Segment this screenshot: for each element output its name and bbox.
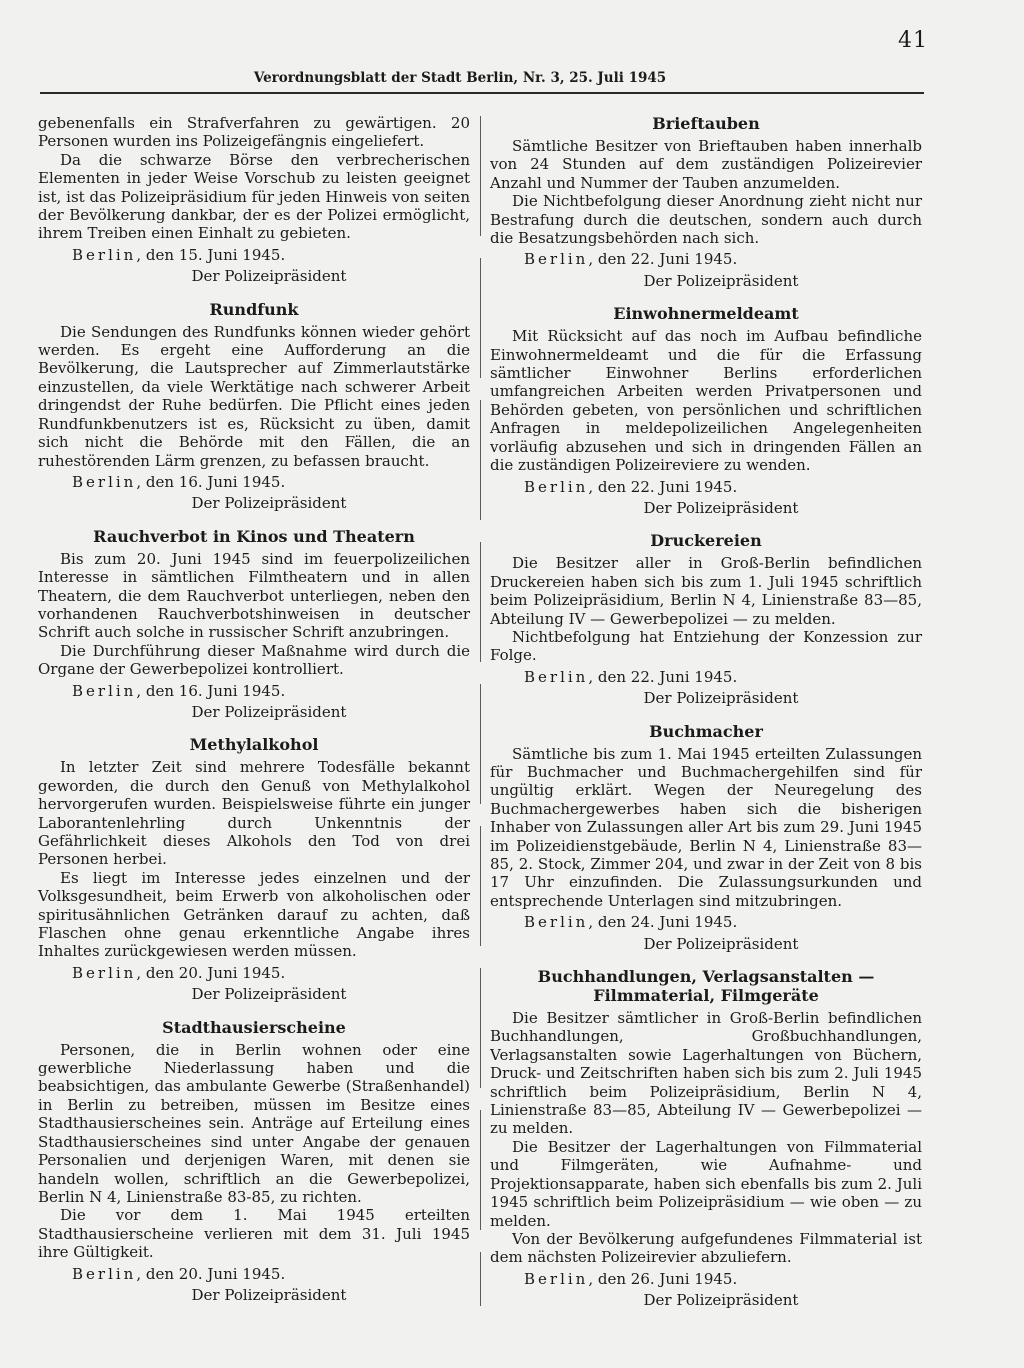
notice-section — [490, 304, 922, 517]
paragraph: Die Besitzer aller in Groß-Berlin befindlichen Druckereien haben sich bis zum 1. Juli 1945 schriftlich beim Polizeipräsidium, Berlin N 4, Linienstraße 83—85, Abteilung IV — Gewerbepolizei — zu melden. — [490, 554, 922, 628]
date-rest: , den 24. Juni 1945. — [588, 913, 738, 932]
notice-section — [38, 1018, 470, 1305]
date-line — [490, 478, 922, 496]
section-heading: Brieftauben — [652, 114, 760, 133]
section-heading: Buchmacher — [649, 721, 763, 741]
section-heading: Druckereien — [650, 531, 762, 551]
paragraph: Die Nichtbefolgung dieser Anordnung zieht nicht nur Bestrafung durch die deutschen, sondern auch durch die Besatzungsbehörden nach sich. — [490, 192, 922, 248]
date-rest: , den 16. Juni 1945. — [136, 472, 286, 491]
paragraph: In letzter Zeit sind mehrere Todesfälle bekannt geworden, die durch den Genuß von Methylalkohol hervorgerufen wurden. Beispielsweise führte ein junger Laborantenlehrling durch Unkenntnis der Gefährlichkeit dieses Alkohols den Tod von drei Personen herbei. — [38, 758, 470, 869]
left-sections — [38, 300, 470, 1305]
date-place: Berlin — [72, 472, 137, 491]
notice-section — [490, 967, 922, 1310]
section-heading: Einwohnermeldeamt — [613, 304, 799, 324]
paragraph: Die Besitzer sämtlicher in Groß-Berlin befindlichen Buchhandlungen, Großbuchhandlungen, Verlagsanstalten sowie Lagerhaltungen von Büchern, Druck- und Zeitschriften haben sich bis zum 2. Juli 1945 schriftlich beim Polizeipräsidium, Berlin N 4, Linienstraße 83—85, Abteilung IV — Gewerbepolizei — zu melden. — [490, 1009, 922, 1138]
paragraph: Sämtliche bis zum 1. Mai 1945 erteilten Zulassungen für Buchmacher und Buchmachergehilfen sind für ungültig erklärt. Wegen der Neuregelung des Buchmachergewerbes haben sich die bisherigen Inhaber von Zulassungen aller Art bis zum 29. Juni 1945 im Polizeidienstgebäude, Berlin N 4, Linienstraße 83—85, 2. Stock, Zimmer 204, und zwar in der Zeit von 8 bis 17 Uhr einzufinden. Die Zulassungsurkunden und entsprechende Unterlagen sind mitzubringen. — [490, 744, 922, 910]
date-line — [490, 668, 922, 686]
signature: Der Polizeipräsident — [643, 934, 799, 953]
date-line — [38, 473, 470, 491]
date-line — [490, 1270, 922, 1288]
page-number: 41 — [898, 28, 928, 53]
signature: Der Polizeipräsident — [643, 271, 799, 290]
section-heading: Rauchverbot in Kinos und Theatern — [93, 526, 415, 546]
section-heading: Methylalkohol — [189, 735, 319, 755]
section-heading: Rundfunk — [209, 299, 299, 319]
date-place: Berlin — [524, 477, 589, 496]
signature: Der Polizeipräsident — [643, 1291, 799, 1310]
continuation-block — [38, 114, 470, 286]
header-rule — [40, 92, 924, 94]
paragraph: Von der Bevölkerung aufgefundenes Filmmaterial ist dem nächsten Polizeirevier abzuliefern. — [490, 1229, 922, 1267]
paragraph: gebenenfalls ein Strafverfahren zu gewärtigen. 20 Personen wurden ins Polizeigefängnis eingeliefert. — [38, 114, 470, 151]
date-rest: , den 15. Juni 1945. — [136, 245, 286, 264]
paragraph: Die Durchführung dieser Maßnahme wird durch die Organe der Gewerbepolizei kontrolliert. — [38, 641, 470, 679]
date-rest: , den 22. Juni 1945. — [588, 250, 738, 269]
paragraph: Sämtliche Besitzer von Brieftauben haben innerhalb von 24 Stunden auf dem zuständigen Polizeirevier Anzahl und Nummer der Tauben anzumelden. — [490, 137, 922, 192]
right-sections — [490, 114, 922, 1310]
notice-section — [490, 722, 922, 953]
date-line — [490, 250, 922, 268]
paragraph: Es liegt im Interesse jedes einzelnen und der Volksgesundheit, beim Erwerb von alkoholischen oder spiritusähnlichen Getränken darauf zu achten, daß Flaschen ohne genau erkenntliche Angabe ihres Inhaltes zurückgewiesen werden müssen. — [38, 868, 470, 961]
paragraph: Personen, die in Berlin wohnen oder eine gewerbliche Niederlassung haben und die beabsichtigen, das ambulante Gewerbe (Straßenhandel) in Berlin zu betreiben, müssen im Besitze eines Stadthausierscheines sein. Anträge auf Erteilung eines Stadthausierscheines sind unter Angabe der genauen Personalien und derjenigen Waren, mit denen sie handeln wollen, schriftlich an die Gewerbepolizei, Berlin N 4, Linienstraße 83-85, zu richten. — [38, 1040, 470, 1206]
date-rest: , den 22. Juni 1945. — [588, 667, 738, 686]
date-place: Berlin — [524, 250, 589, 269]
date-line — [490, 913, 922, 931]
date-rest: , den 22. Juni 1945. — [588, 477, 738, 496]
signature: Der Polizeipräsident — [643, 689, 799, 708]
signature: Der Polizeipräsident — [191, 702, 347, 721]
section-heading: Buchhandlungen, Verlagsanstalten — Filmmaterial, Filmgeräte — [537, 967, 875, 1006]
section-heading: Stadthausierscheine — [162, 1017, 346, 1037]
date-place: Berlin — [72, 681, 137, 700]
date-place: Berlin — [72, 963, 137, 982]
paragraph: Die vor dem 1. Mai 1945 erteilten Stadthausierscheine verlieren mit dem 31. Juli 1945 ihre Gültigkeit. — [38, 1206, 470, 1262]
paragraph: Die Sendungen des Rundfunks können wieder gehört werden. Es ergeht eine Aufforderung an die Bevölkerung, die Lautsprecher auf Zimmerlautstärke einzustellen, da viele Werktätige nach schwerer Arbeit dringendst der Ruhe bedürfen. Die Pflicht eines jeden Rundfunkbenutzers ist es, Rücksicht zu üben, damit sich nicht die Behörde mit den Fällen, die an ruhestörenden Lärm grenzen, zu befassen braucht. — [38, 322, 470, 470]
date-rest: , den 20. Juni 1945. — [136, 963, 286, 982]
right-column — [490, 114, 922, 1319]
signature: Der Polizeipräsident — [191, 267, 347, 286]
notice-section — [38, 300, 470, 513]
paragraph: Da die schwarze Börse den verbrecherischen Elementen in jeder Weise Vorschub zu leisten geeignet ist, ist das Polizeipräsidium für jeden Hinweis von seiten der Bevölkerung dankbar, der es der Polizei ermöglicht, ihrem Treiben einen Einhalt zu gebieten. — [38, 150, 470, 243]
date-rest: , den 20. Juni 1945. — [136, 1264, 286, 1283]
date-place: Berlin — [524, 667, 589, 686]
signature: Der Polizeipräsident — [643, 498, 799, 517]
date-place: Berlin — [72, 1264, 137, 1283]
paragraph: Mit Rücksicht auf das noch im Aufbau befindliche Einwohnermeldeamt und die für die Erfassung sämtlicher Einwohner Berlins erforderlichen umfangreichen Arbeiten werden Privatpersonen und Behörden gebeten, von persönlichen und schriftlichen Anfragen in meldepolizeilichen Angelegenheiten vorläufig abzusehen und sich in dringenden Fällen an die zuständigen Polizeireviere zu wenden. — [490, 327, 922, 475]
notice-section — [490, 114, 922, 290]
date-line — [38, 1265, 470, 1283]
date-line — [38, 246, 470, 264]
date-place: Berlin — [72, 245, 137, 264]
date-line — [38, 964, 470, 982]
signature: Der Polizeipräsident — [191, 494, 347, 513]
running-head: Verordnungsblatt der Stadt Berlin, Nr. 3, 25. Juli 1945 — [253, 70, 667, 86]
date-place: Berlin — [524, 1269, 589, 1288]
notice-section — [38, 735, 470, 1003]
notice-section — [38, 527, 470, 722]
date-rest: , den 16. Juni 1945. — [136, 681, 286, 700]
signature: Der Polizeipräsident — [191, 1285, 347, 1304]
notice-section — [490, 531, 922, 707]
column-divider — [480, 116, 481, 1306]
signature: Der Polizeipräsident — [191, 985, 347, 1004]
paragraph: Nichtbefolgung hat Entziehung der Konzession zur Folge. — [490, 627, 922, 665]
paragraph: Die Besitzer der Lagerhaltungen von Filmmaterial und Filmgeräten, wie Aufnahme- und Projektionsapparate, haben sich ebenfalls bis zum 2. Juli 1945 schriftlich beim Polizeipräsidium — wie oben — zu melden. — [490, 1137, 922, 1230]
date-line — [38, 682, 470, 700]
paragraph: Bis zum 20. Juni 1945 sind im feuerpolizeilichen Interesse in sämtlichen Filmtheatern und in allen Theatern, die dem Rauchverbot unterliegen, neben den vorhandenen Rauchverbotshinweisen in deutscher Schrift auch solche in russischer Schrift anzubringen. — [38, 549, 470, 642]
left-column — [38, 114, 470, 1313]
date-place: Berlin — [524, 913, 589, 932]
date-rest: , den 26. Juni 1945. — [588, 1269, 738, 1288]
